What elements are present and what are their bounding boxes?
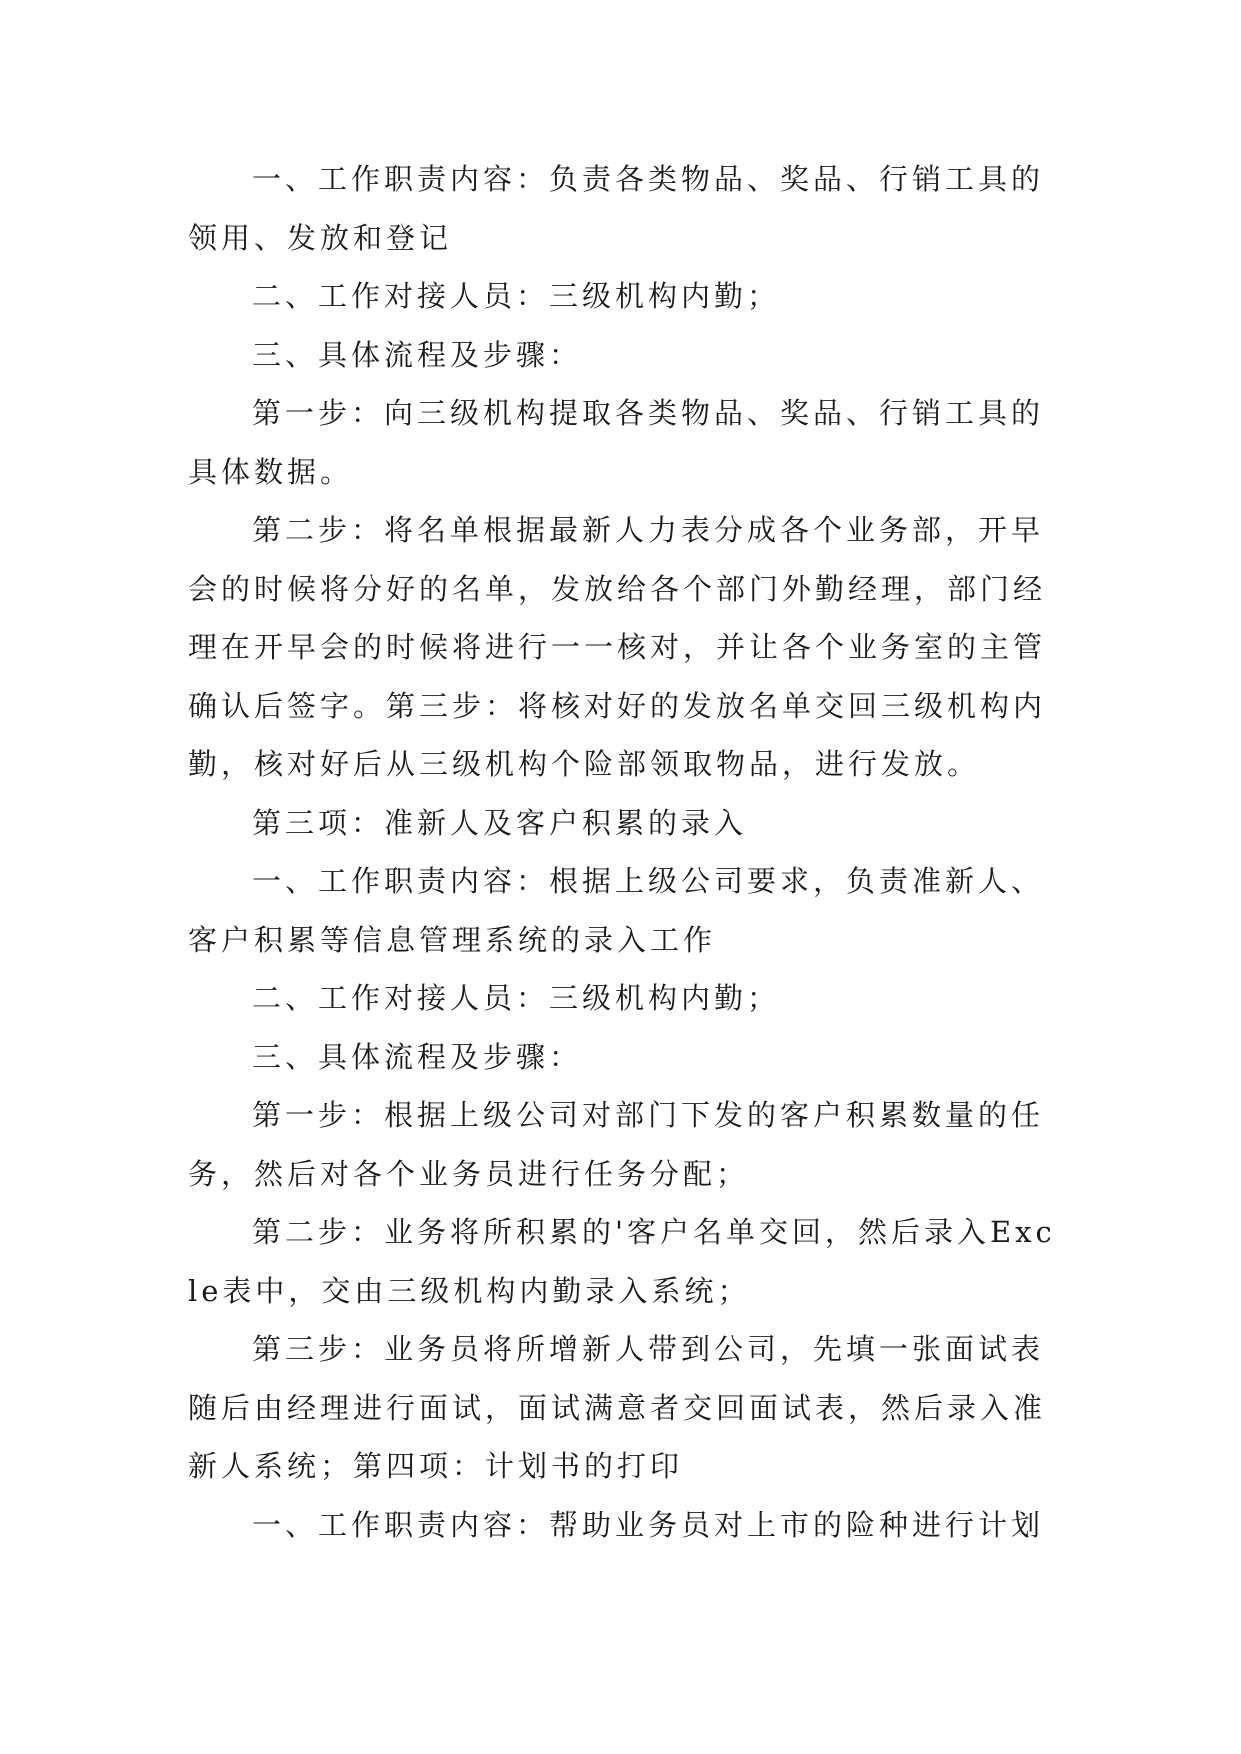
paragraph-duty-content-3: 一、工作职责内容：帮助业务员对上市的险种进行计划: [252, 1507, 1045, 1542]
section-heading-item-3: 第三项：准新人及客户积累的录入: [252, 805, 748, 840]
paragraph-contact-person-2: 二、工作对接人员：三级机构内勤；: [252, 981, 781, 1015]
paragraph-duty-content-2: 一、工作职责内容：根据上级公司要求，负责准新人、客户积累等信息管理系统的录入工作: [188, 864, 1045, 957]
paragraph-step-3-b: 第三步：业务员将所增新人带到公司，先填一张面试表随后由经理进行面试，面试满意者交回面试表，然后录入准新人系统；第四项：计划书的打印: [188, 1332, 1047, 1483]
paragraph-process-heading-2: 三、具体流程及步骤：: [252, 1039, 583, 1074]
paragraph-contact-person-1: 二、工作对接人员：三级机构内勤；: [252, 279, 781, 313]
paragraph-step-1-b: 第一步：根据上级公司对部门下发的客户积累数量的任务，然后对各个业务员进行任务分配；: [188, 1098, 1045, 1191]
paragraph-duty-content-1: 一、工作职责内容：负责各类物品、奖品、行销工具的领用、发放和登记: [188, 162, 1045, 255]
paragraph-process-heading-1: 三、具体流程及步骤：: [252, 337, 583, 372]
paragraph-step-2-and-3: 第二步：将名单根据最新人力表分成各个业务部，开早会的时候将分好的名单，发放给各个部门外勤经理，部门经理在开早会的时候将进行一一核对，并让各个业务室的主管确认后签字。第三步：将核对好的发放名单交回三级机构内勤，核对好后从三级机构个险部领取物品，进行发放。: [188, 513, 1047, 781]
paragraph-step-2-b: 第二步：业务将所积累的'客户名单交回，然后录入Excle表中，交由三级机构内勤录入系统；: [188, 1215, 1056, 1308]
paragraph-step-1: 第一步：向三级机构提取各类物品、奖品、行销工具的具体数据。: [188, 396, 1045, 489]
document-body: [188, 150, 1058, 1554]
